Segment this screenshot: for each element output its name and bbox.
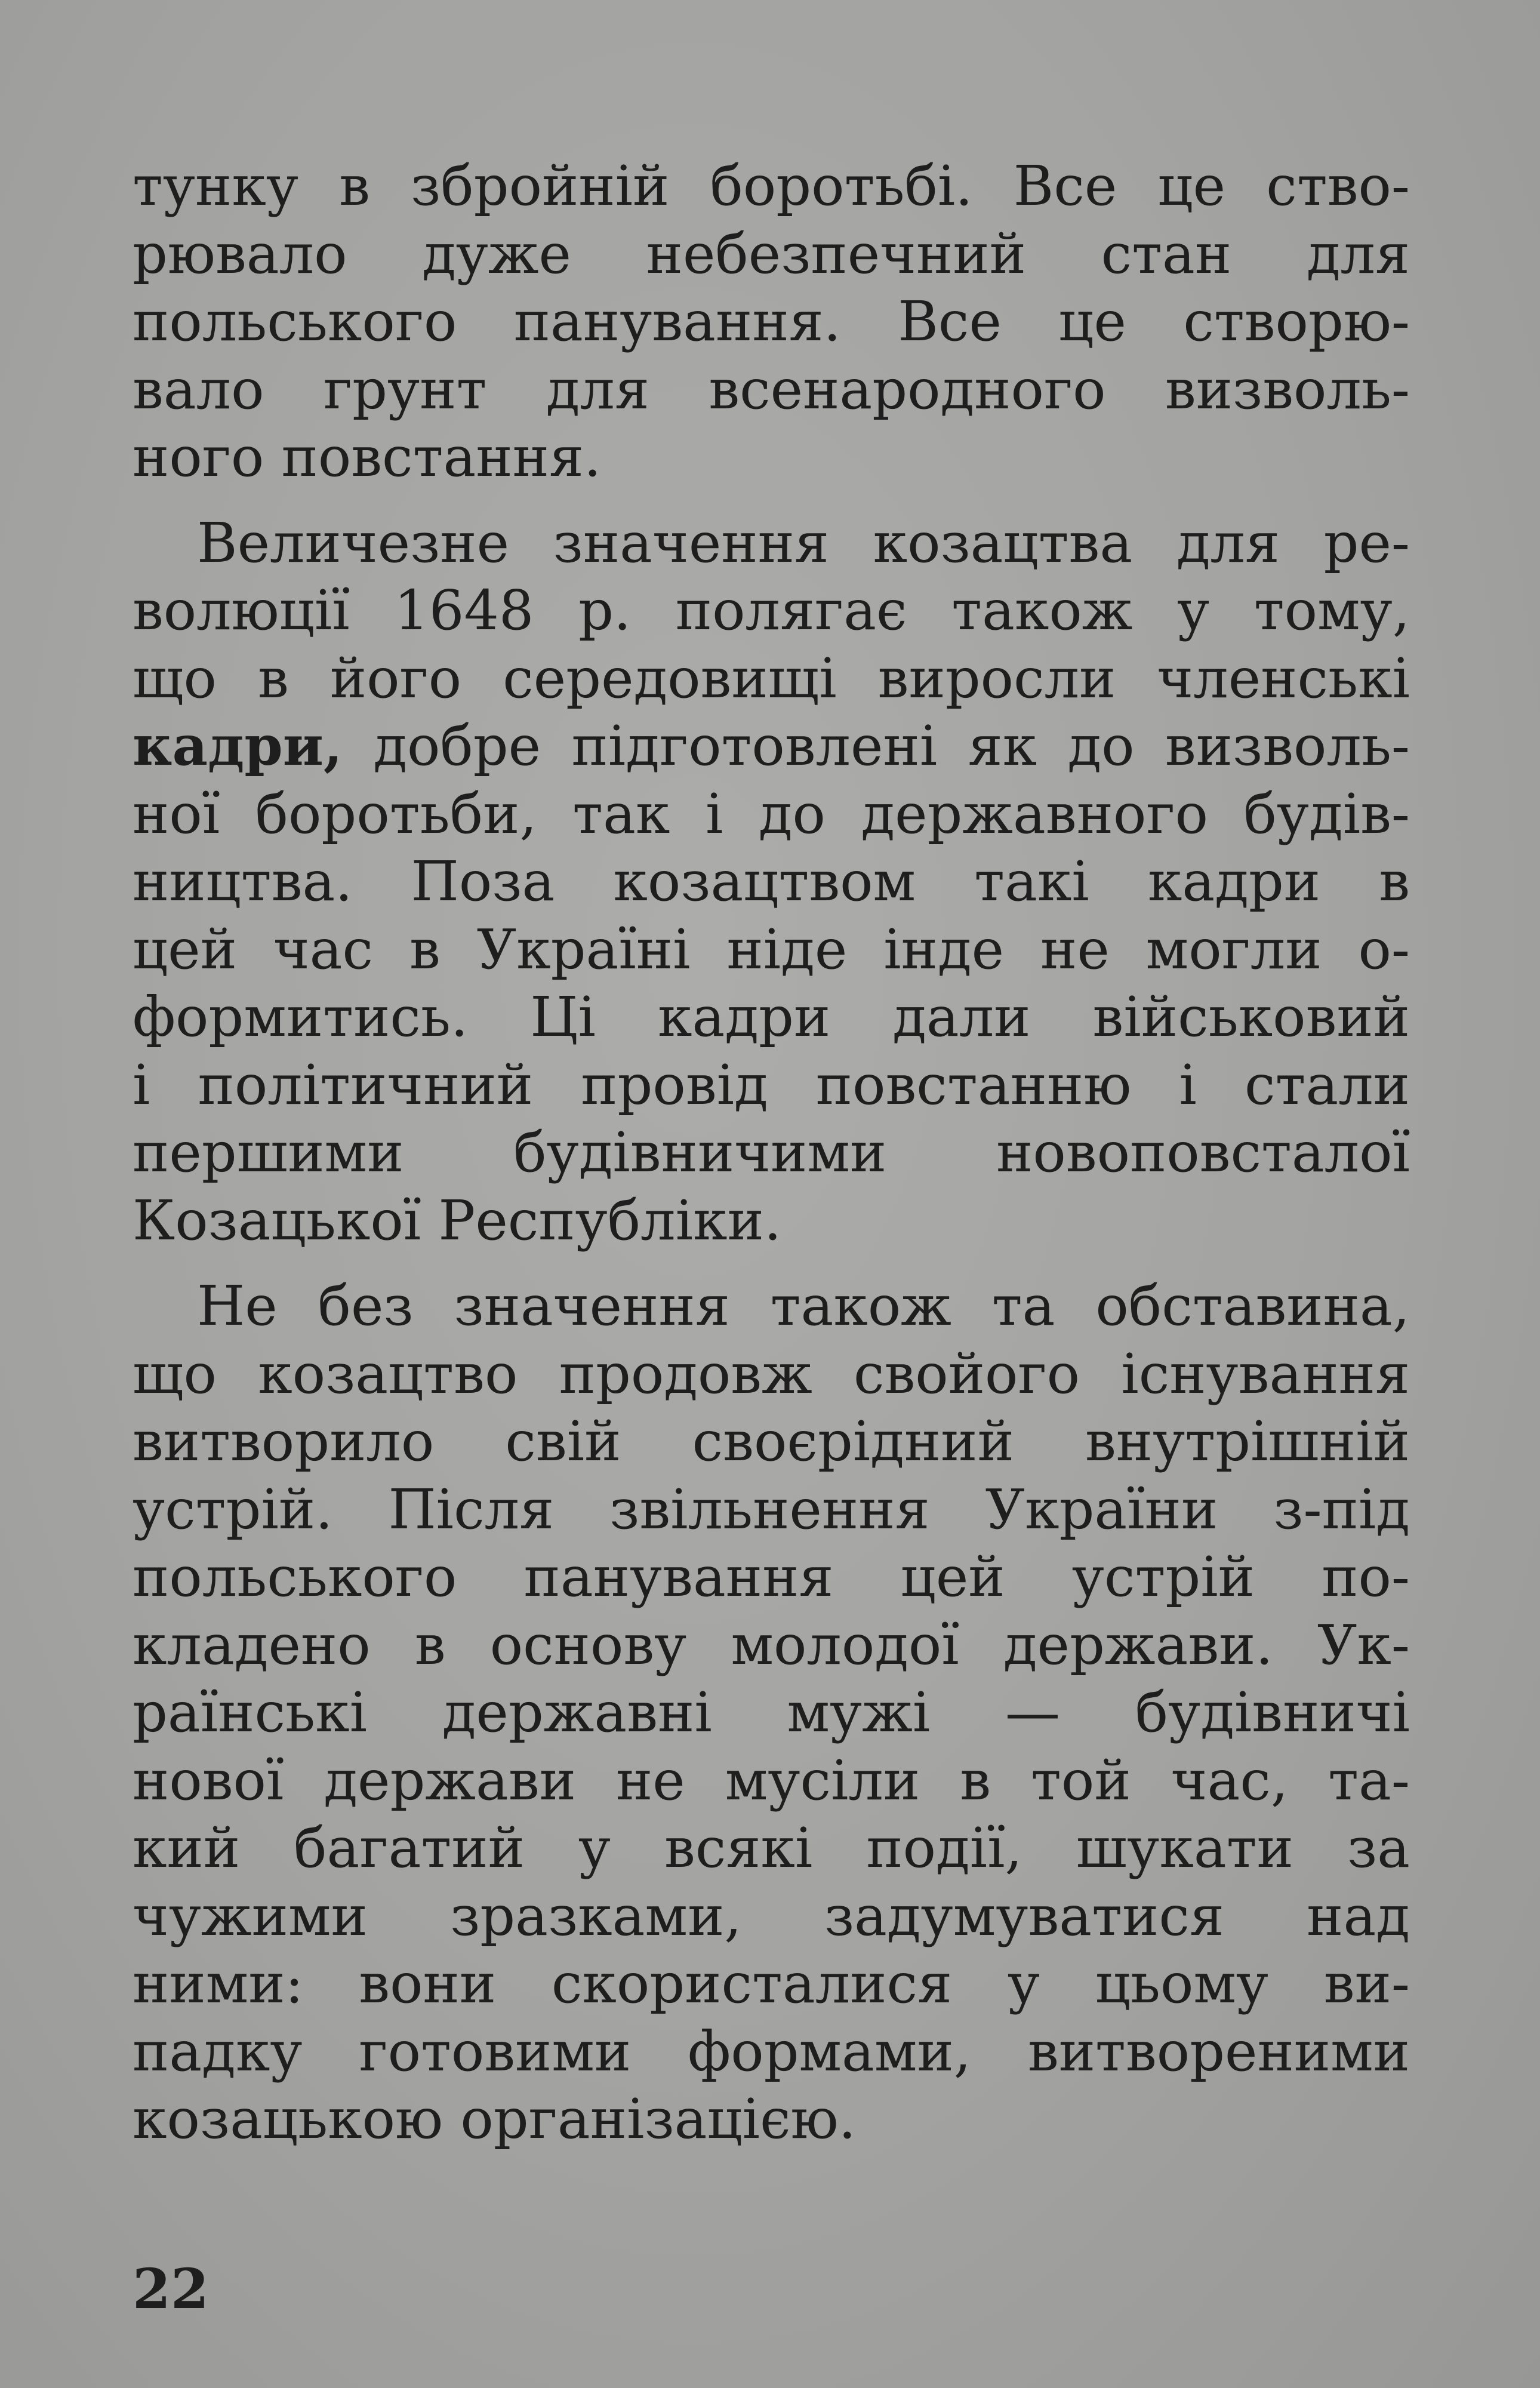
paragraph: [133, 509, 1410, 1255]
text-line: вало грунт для всенародного визволь-: [133, 357, 1410, 421]
text-line: першими будівничими новоповсталої: [133, 1121, 1410, 1184]
text-line: ництва. Поза козацтвом такі кадри в: [133, 850, 1410, 913]
text-line: падку готовими формами, витвореними: [133, 2019, 1410, 2084]
text-line: і політичний провід повстанню і стали: [133, 1053, 1410, 1117]
text-line: козацькою організацією.: [133, 2087, 856, 2151]
text-line: раїнські державні мужі — будівничі: [133, 1681, 1410, 1744]
text-line: устрій. Після звільнення України з-під: [133, 1477, 1410, 1541]
text-line-rest: добре підготовлені як до визволь-: [342, 714, 1410, 778]
text-line: ного повстання.: [133, 425, 602, 489]
text-line: Не без значення також та обставина,: [197, 1274, 1410, 1338]
text-line: що козацтво продовж свойого існування: [133, 1341, 1410, 1406]
text-line: кий багатий у всякі події, шукати за: [133, 1816, 1410, 1880]
paragraph: [133, 1272, 1410, 2153]
text-line: тунку в збройній боротьбі. Все це ство-: [133, 154, 1410, 218]
text-line: нової держави не мусіли в той час, та-: [133, 1748, 1410, 1812]
page-number: 22: [133, 2257, 210, 2321]
text-line: ними: вони скористалися у цьому ви-: [133, 1952, 1410, 2015]
text-line: кладено в основу молодої держави. Ук-: [133, 1612, 1410, 1677]
text-line: Величезне значення козацтва для ре-: [197, 510, 1410, 575]
text-line: польського панування. Все це створю-: [133, 290, 1410, 353]
text-line: ної боротьби, так і до державного будів-: [133, 781, 1410, 846]
text-line: що в його середовищі виросли членські: [133, 646, 1410, 710]
text-line-with-emphasis: [133, 712, 1410, 780]
emphasized-word: кадри,: [133, 713, 343, 778]
text-line: витворило свій своєрідний внутрішній: [133, 1410, 1410, 1473]
text-line: чужими зразками, задумуватися над: [133, 1884, 1410, 1948]
text-line: польського панування цей устрій по-: [133, 1545, 1410, 1609]
text-line: рювало дуже небезпечний стан для: [133, 221, 1410, 286]
body-text: [133, 152, 1410, 2153]
text-line: формитись. Ці кадри дали військовий: [133, 985, 1410, 1049]
paragraph: [133, 152, 1410, 491]
text-line: цей час в Україні ніде інде не могли о-: [133, 917, 1410, 981]
text-line: волюції 1648 р. полягає також у тому,: [133, 578, 1410, 642]
text-line: Козацької Республіки.: [133, 1188, 782, 1253]
